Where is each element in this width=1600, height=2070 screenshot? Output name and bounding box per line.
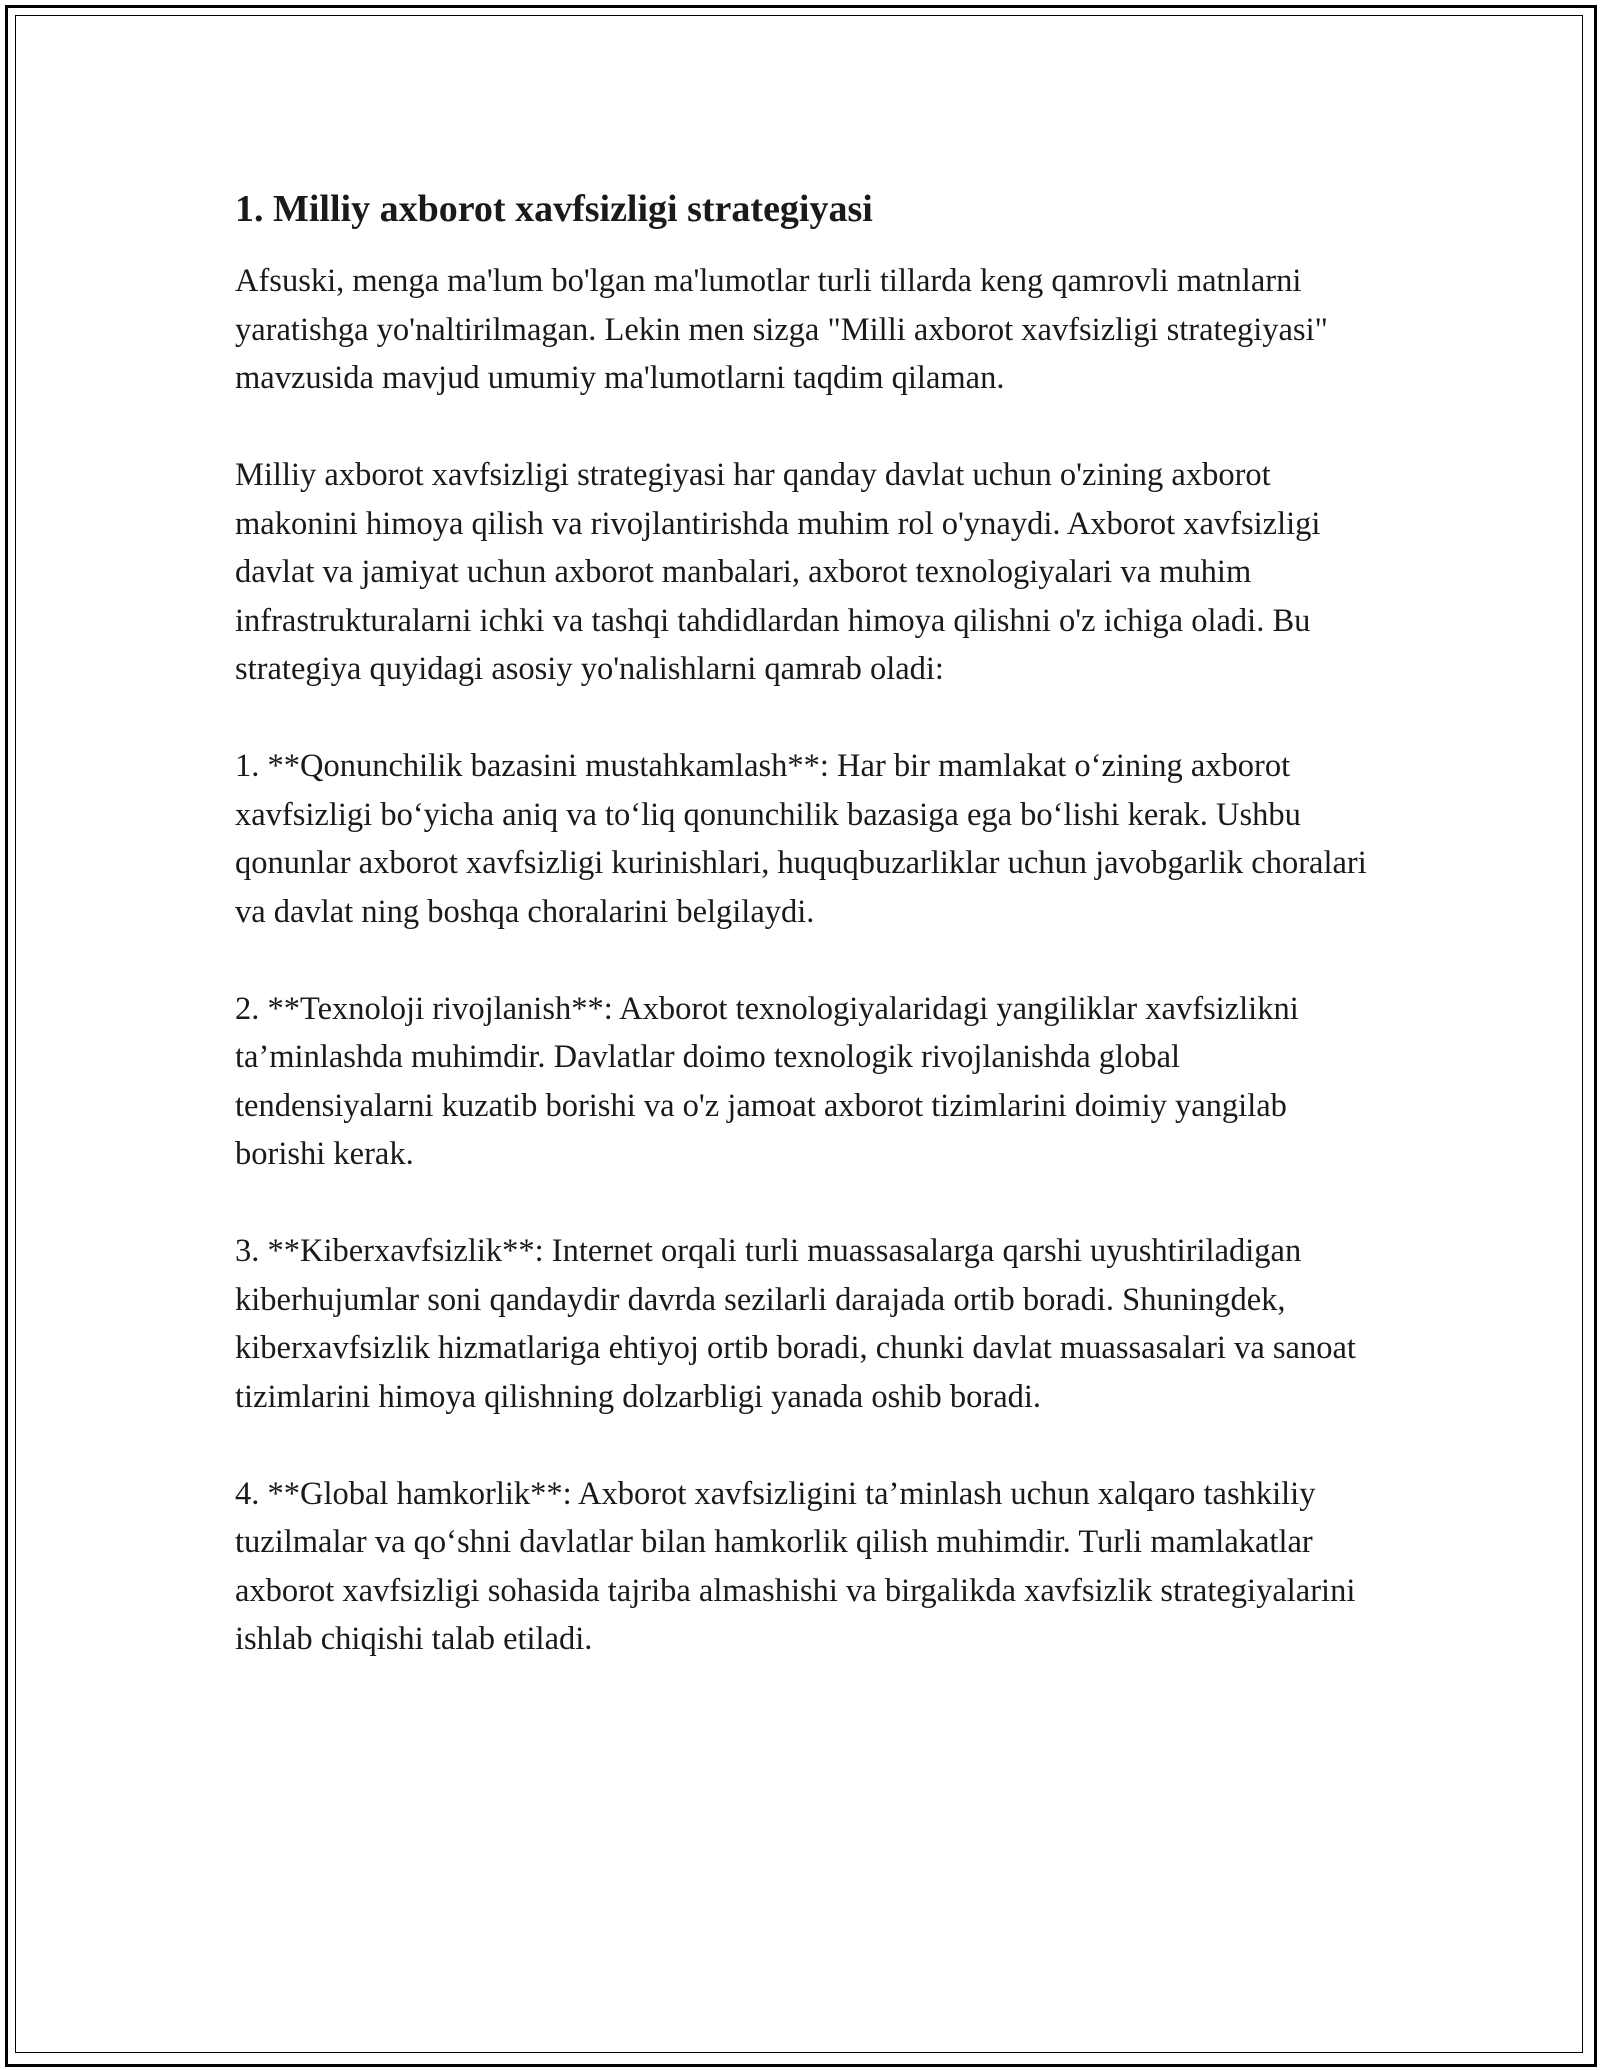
list-item-cybersecurity: 3. **Kiberxavfsizlik**: Internet orqali turli muassasalarga qarshi uyushtiriladigan kiberhujumlar soni qandaydir davrda sezilarli darajada ortib boradi. Shuningdek, kiberxavfsizlik hizmatlariga ehtiyoj ortib boradi, chunki davlat muassasalari va sanoat tizimlarini himoya qilishning dolzarbligi yanada oshib boradi.: [235, 1233, 1356, 1415]
document-body: [235, 185, 1375, 1712]
document-heading: 1. Milliy axborot xavfsizligi strategiyasi: [235, 188, 873, 230]
list-item-legislation: 1. **Qonunchilik bazasini mustahkamlash**: Har bir mamlakat o‘zining axborot xavfsizligi bo‘yicha aniq va to‘liq qonunchilik bazasiga ega bo‘lishi kerak. Ushbu qonunlar axborot xavfsizligi kurinishlari, huquqbuzarliklar uchun javobgarlik choralari va davlat ning boshqa choralarini belgilaydi.: [235, 748, 1367, 930]
intro-paragraph: Afsuski, menga ma'lum bo'lgan ma'lumotlar turli tillarda keng qamrovli matnlarni yaratishga yo'naltirilmagan. Lekin men sizga "Milli axborot xavfsizligi strategiyasi" mavzusida mavjud umumiy ma'lumotlarni taqdim qilaman.: [235, 263, 1328, 396]
list-item-global-cooperation: 4. **Global hamkorlik**: Axborot xavfsizligini ta’minlash uchun xalqaro tashkiliy tuzilmalar va qo‘shni davlatlar bilan hamkorlik qilish muhimdir. Turli mamlakatlar axborot xavfsizligi sohasida tajriba almashishi va birgalikda xavfsizlik strategiyalarini ishlab chiqishi talab etiladi.: [235, 1475, 1356, 1657]
overview-paragraph: Milliy axborot xavfsizligi strategiyasi har qanday davlat uchun o'zining axborot makonini himoya qilish va rivojlantirishda muhim rol o'ynaydi. Axborot xavfsizligi davlat va jamiyat uchun axborot manbalari, axborot texnologiyalari va muhim infrastrukturalarni ichki va tashqi tahdidlardan himoya qilishni o'z ichiga oladi. Bu strategiya quyidagi asosiy yo'nalishlarni qamrab oladi:: [235, 457, 1321, 687]
list-item-technology: 2. **Texnoloji rivojlanish**: Axborot texnologiyalaridagi yangiliklar xavfsizlikni ta’minlashda muhimdir. Davlatlar doimo texnologik rivojlanishda global tendensiyalarni kuzatib borishi va o'z jamoat axborot tizimlarini doimiy yangilab borishi kerak.: [235, 990, 1299, 1172]
